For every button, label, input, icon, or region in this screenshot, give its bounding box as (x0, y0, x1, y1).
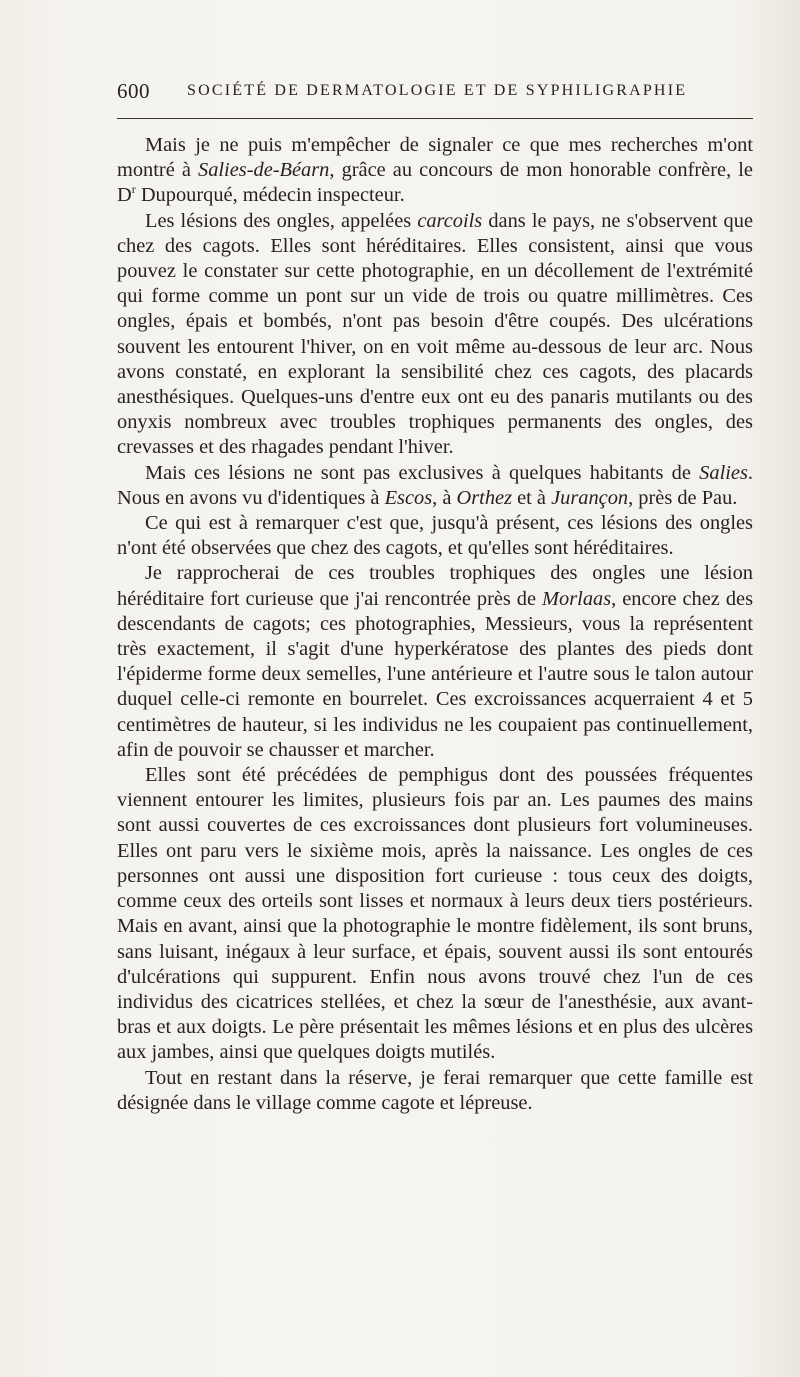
italic-term: Escos (384, 486, 433, 509)
italic-term: Salies-de-Béarn (198, 159, 330, 182)
body-text (117, 133, 753, 1116)
paragraph-6: Elles sont été précédées de pemphigus dont des poussées fréquentes viennent entourer les limites, plusieurs fois par an. Les paumes des mains sont aussi couvertes de ces excroissances dont plusieurs fort volumineuses. Elles ont paru vers le sixième mois, après la naissance. Les ongles de ces personnes ont aussi une disposition fort curieuse : tous ceux des doigts, comme ceux des orteils sont lisses et normaux à leurs deux tiers postérieurs. Mais en avant, ainsi que la photographie le montre fidèlement, ils sont bruns, sans luisant, inégaux à leur surface, et épais, souvent aussi ils sont entourés d'ulcérations qui suppurent. Enfin nous avons trouvé chez l'un de ces individus des cicatrices stellées, et chez la sœur de l'anesthésie, aux avant-bras et aux doigts. Le père présentait les mêmes lésions et en plus des ulcères aux jambes, ainsi que quelques doigts mutilés. (117, 764, 753, 1064)
running-head: SOCIÉTÉ DE DERMATOLOGIE ET DE SYPHILIGRAPHIE (187, 82, 688, 99)
italic-term: Orthez (456, 486, 513, 509)
paragraph-3: Mais ces lésions ne sont pas exclusives à quelques habitants de Salies. Nous en avons vu d'identiques à Escos, à Orthez et à Jurançon, près de Pau. (117, 461, 753, 509)
paragraph-1: Mais je ne puis m'empêcher de signaler ce que mes recherches m'ont montré à Salies-de-Béarn, grâce au concours de mon honorable confrère, le $D^r$ Dupourqué, médecin inspecteur. (117, 134, 753, 207)
italic-term: carcoils (417, 209, 483, 232)
header-rule (117, 118, 753, 119)
superscript: r (131, 182, 136, 197)
paragraph-2: Les lésions des ongles, appelées carcoils dans le pays, ne s'observent que chez des cagots. Elles sont héréditaires. Elles consistent, ainsi que vous pouvez le constater sur cette photographie, en un décollement de l'extrémité qui forme comme un pont sur un vide de trois ou quatre millimètres. Ces ongles, épais et bombés, n'ont pas besoin d'être coupés. Des ulcérations souvent les entourent l'hiver, on en voit même au-dessous de leur arc. Nous avons constaté, en explorant la sensibilité chez ces cagots, des placards anesthésiques. Quelques-uns d'entre eux ont eu des panaris mutilants ou des onyxis nombreux avec troubles trophiques permanents des ongles, des crevasses et des rhagades pendant l'hiver. (117, 209, 753, 459)
italic-term: Morlaas (542, 587, 612, 610)
paragraph-4: Ce qui est à remarquer c'est que, jusqu'à présent, ces lésions des ongles n'ont été observées que chez des cagots, et qu'elles sont héréditaires. (117, 512, 753, 560)
paragraph-5: Je rapprocherai de ces troubles trophiques des ongles une lésion héréditaire fort curieuse que j'ai rencontrée près de Morlaas, encore chez des descendants de cagots; ces photographies, Messieurs, vous la représentent très exactement, il s'agit d'une hyperkératose des plantes des pieds dont l'épiderme forme deux semelles, l'une antérieure et l'autre sous le talon autour duquel celle-ci remonte en bourrelet. Ces excroissances acquerraient 4 et 5 centimètres de hauteur, si les individus ne les coupaient pas continuellement, afin de pouvoir se chausser et marcher. (117, 562, 753, 761)
page-header (117, 79, 753, 107)
page-number: 600 (117, 79, 150, 103)
italic-term: Jurançon (551, 486, 629, 509)
italic-term: Salies (699, 461, 748, 484)
paragraph-7: Tout en restant dans la réserve, je ferai remarquer que cette famille est désignée dans le village comme cagote et lépreuse. (117, 1066, 753, 1114)
